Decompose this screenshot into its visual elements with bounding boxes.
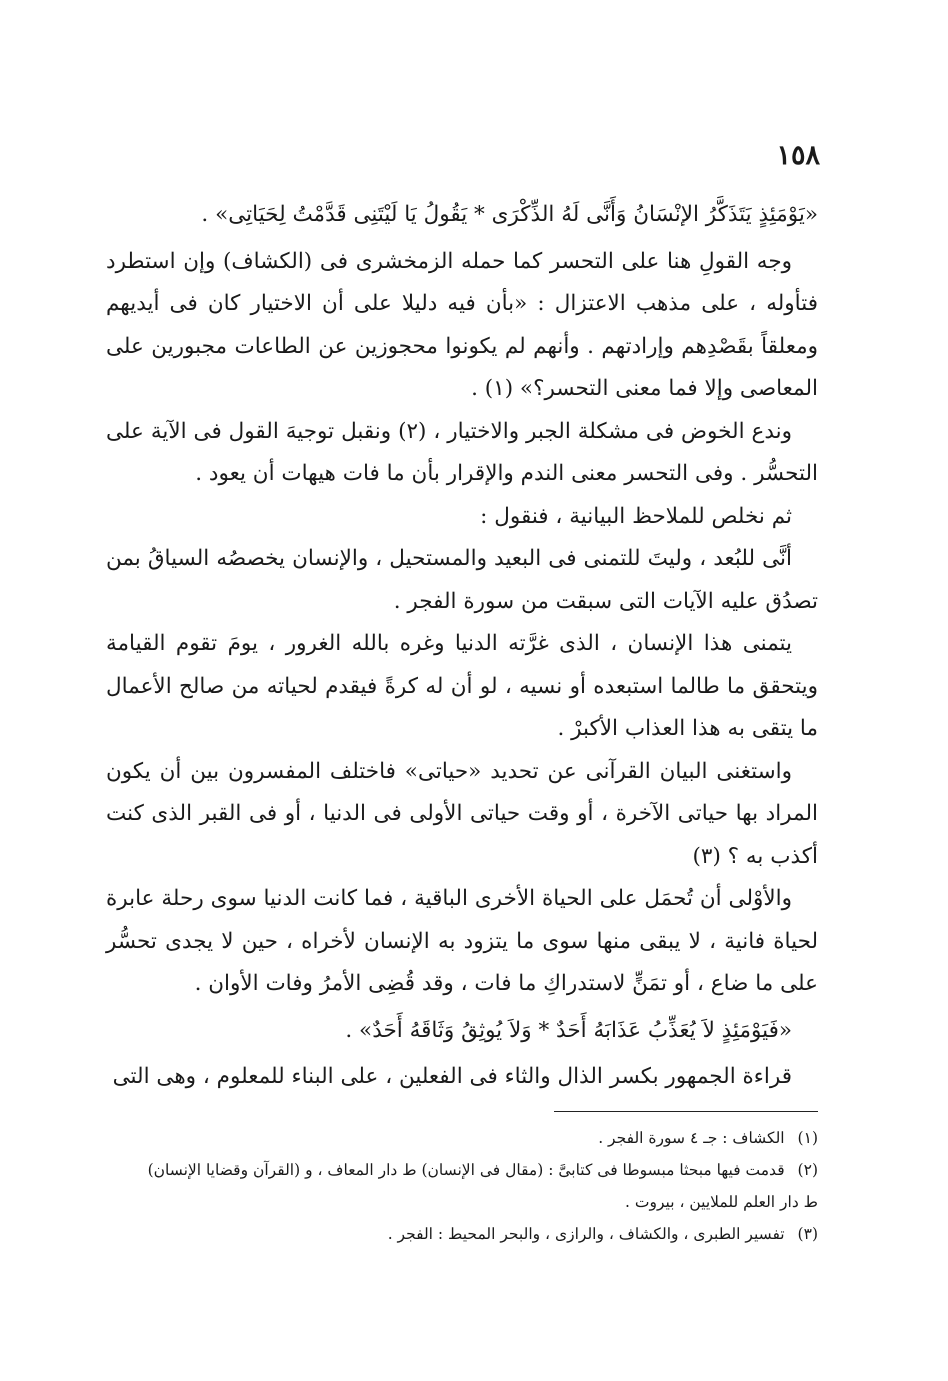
footnote-1 — [106, 1122, 818, 1154]
quran-verse-2: «فَيَوْمَئِذٍ لاَ يُعَذِّبُ عَذَابَهُ أَحَدٌ * وَلاَ يُوثِقُ وَثَاقَهُ أَحَدٌ» . — [345, 1017, 792, 1043]
paragraph: قراءة الجمهور بكسر الذال والثاء فى الفعلين ، على البناء للمعلوم ، وهى التى — [112, 1064, 792, 1089]
paragraph: واستغنى البيان القرآنى عن تحديد «حياتى» فاختلف المفسرون بين أن يكون المراد بها حياتى الآخرة ، أو وقت حياتى الأولى فى الدنيا ، أو فى القبر الذى كنت أكذب به ؟ (٣) — [106, 758, 818, 869]
main-text — [106, 190, 818, 1099]
footnote-number: (٢) — [797, 1161, 818, 1179]
paragraph: وندع الخوض فى مشكلة الجبر والاختيار ، (٢) ونقبل توجيهَ القول فى الآية على التحسُّر . وفى التحسر معنى الندم والإقرار بأن ما فات هيهات أن يعود . — [106, 418, 818, 486]
quran-verse-1: «يَوْمَئِذٍ يَتَذَكَّرُ الإنْسَانُ وَأَنَّى لَهُ الذِّكْرَى * يَقُولُ يَا لَيْتَنِى قَدَّمْتُ لِحَيَاتِى» . — [201, 202, 818, 227]
footnote-continuation: ط دار العلم للملايين ، بيروت . — [625, 1193, 818, 1211]
page-number: ١٥٨ — [776, 140, 820, 171]
footnote-text: تفسير الطبرى ، والكشاف ، والرازى ، والبحر المحيط : الفجر . — [387, 1225, 785, 1243]
paragraph: يتمنى هذا الإنسان ، الذى غرَّته الدنيا وغره بالله الغرور ، يومَ تقوم القيامة ويتحقق ما طالما استبعده أو نسيه ، لو أن له كرةً فيقدم لحياته من صالح الأعمال ما يتقى به هذا العذاب الأكبرْ . — [106, 631, 818, 741]
footnotes — [106, 1122, 818, 1250]
paragraph: وجه القولِ هنا على التحسر كما حمله الزمخشرى فى (الكشاف) وإن استطرد فتأوله ، على مذهب الاعتزال : «بأن فيه دليلا على أن الاختيار كان فى أيديهم ومعلقاً بقَصْدِهم وإرادتهم . وأنهم لم يكونوا محجوزين عن الطاعات مجبورين على المعاصى وإلا فما معنى التحسر؟» (١) . — [106, 248, 818, 401]
footnote-3 — [106, 1218, 818, 1250]
paragraph: والأوْلى أن تُحمَل على الحياة الأخرى الباقية ، فما كانت الدنيا سوى رحلة عابرة لحياة فانية ، لا يبقى منها سوى ما يتزود به الإنسان لأخراه ، حين لا يجدى تحسُّر على ما ضاع ، أو تمَنٍّ لاستدراكِ ما فات ، وقد قُضِى الأمرُ وفات الأوان . — [106, 886, 818, 996]
footnote-2 — [106, 1154, 818, 1218]
footnote-number: (١) — [797, 1129, 818, 1147]
paragraph: أنَّى للبُعد ، وليتَ للتمنى فى البعيد والمستحيل ، والإنسان يخصصُه السياقُ بمن تصدُق عليه الآيات التى سبقت من سورة الفجر . — [106, 546, 818, 614]
footnote-divider — [554, 1111, 818, 1112]
footnote-text: الكشاف : جـ ٤ سورة الفجر . — [598, 1129, 785, 1147]
footnote-number: (٣) — [797, 1225, 818, 1243]
footnote-text: قدمت فيها مبحثا مبسوطا فى كتابىَّ : (مقال فى الإنسان) ط دار المعاف ، و (القرآن وقضايا الإنسان) — [147, 1161, 785, 1179]
paragraph: ثم نخلص للملاحظ البيانية ، فنقول : — [480, 503, 792, 529]
